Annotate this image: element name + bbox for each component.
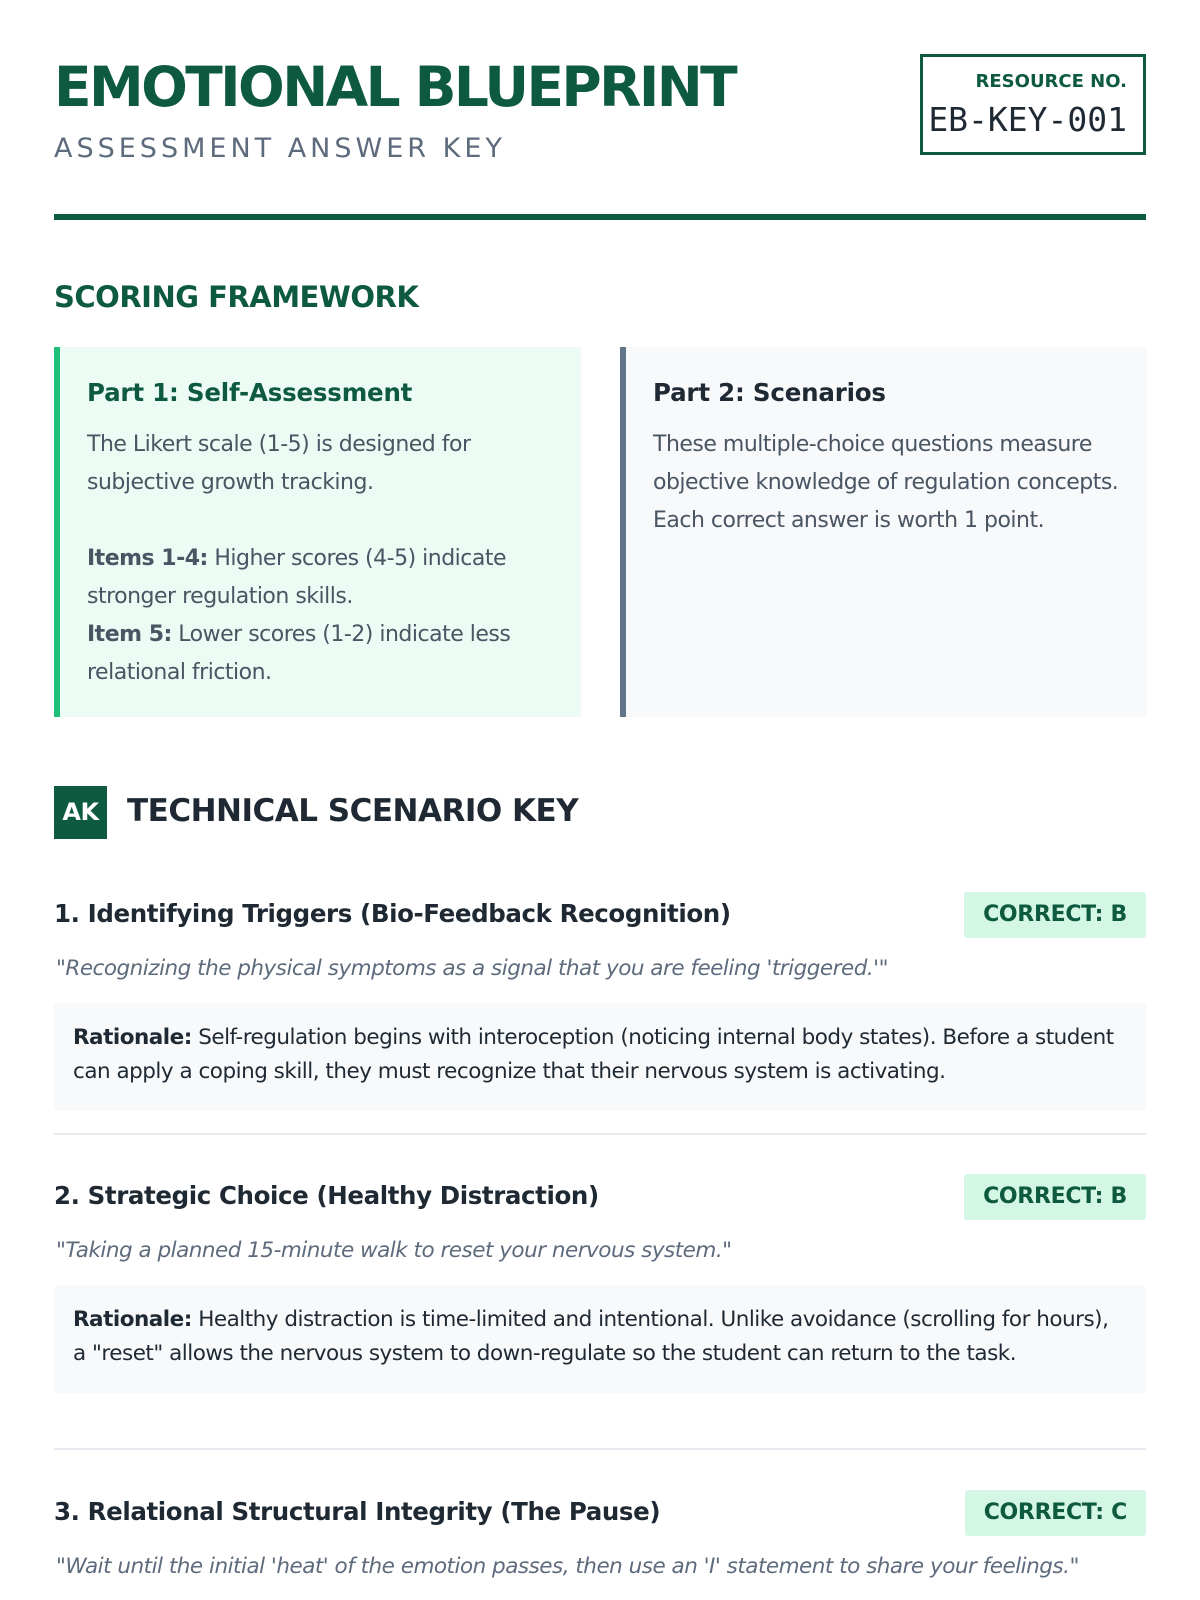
question-3-correct-badge: CORRECT: C [965,1490,1146,1536]
part1-item-b [87,616,557,692]
question-1-rationale [54,1003,1146,1111]
question-2-quote: "Taking a planned 15-minute walk to reset your nervous system." [56,1238,732,1263]
scoring-framework-heading: SCORING FRAMEWORK [54,280,419,314]
answer-key-page [54,0,1146,1579]
resource-code: EB-KEY-001 [928,100,1127,139]
question-2-rationale-label: Rationale: [73,1307,192,1332]
part2-title: Part 2: Scenarios [653,378,886,407]
part1-title: Part 1: Self-Assessment [87,378,413,407]
part1-item-a [87,540,557,616]
document-subtitle: ASSESSMENT ANSWER KEY [54,133,506,164]
question-1-correct-badge: CORRECT: B [964,892,1146,938]
document-header [54,0,1146,222]
question-divider [54,1133,1146,1135]
header-divider [54,214,1146,220]
answer-key-badge: AK [54,786,107,839]
part1-item-b-label: Item 5: [87,622,172,647]
part2-text: These multiple-choice questions measure objective knowledge of regulation concepts. Each correct answer is worth 1 point. [653,432,1119,533]
question-2-correct-badge: CORRECT: B [964,1174,1146,1220]
part1-item-a-text: Higher scores (4-5) indicate stronger regulation skills. [87,546,507,609]
question-divider [54,1448,1146,1450]
question-2-title: 2. Strategic Choice (Healthy Distraction) [54,1181,599,1210]
question-3-title: 3. Relational Structural Integrity (The Pause) [54,1497,661,1526]
part2-card [620,347,1147,717]
question-2-rationale-text: Healthy distraction is time-limited and intentional. Unlike avoidance (scrolling for hours), a "reset" allows the nervous system to down-regulate so the student can return to the task. [73,1307,1109,1366]
part1-item-a-label: Items 1-4: [87,546,208,571]
question-1-quote: "Recognizing the physical symptoms as a signal that you are feeling 'triggered.'" [56,956,888,981]
part1-spacer [87,502,557,540]
part1-intro: The Likert scale (1-5) is designed for subjective growth tracking. [87,432,471,495]
part1-item-b-text: Lower scores (1-2) indicate less relational friction. [87,622,511,685]
document-title: EMOTIONAL BLUEPRINT [54,55,736,119]
resource-number-box [920,54,1146,155]
question-1-rationale-label: Rationale: [73,1025,192,1050]
resource-label: RESOURCE NO. [975,71,1127,92]
scenario-key-heading: TECHNICAL SCENARIO KEY [127,793,579,829]
question-1-title: 1. Identifying Triggers (Bio-Feedback Recognition) [54,899,731,928]
part1-card [54,347,581,717]
question-2-rationale [54,1285,1146,1393]
question-3-quote: "Wait until the initial 'heat' of the emotion passes, then use an 'I' statement to share your feelings." [56,1554,1079,1579]
question-1-rationale-text: Self-regulation begins with interoception (noticing internal body states). Before a student can apply a coping skill, they must recognize that their nervous system is activating. [73,1025,1114,1084]
